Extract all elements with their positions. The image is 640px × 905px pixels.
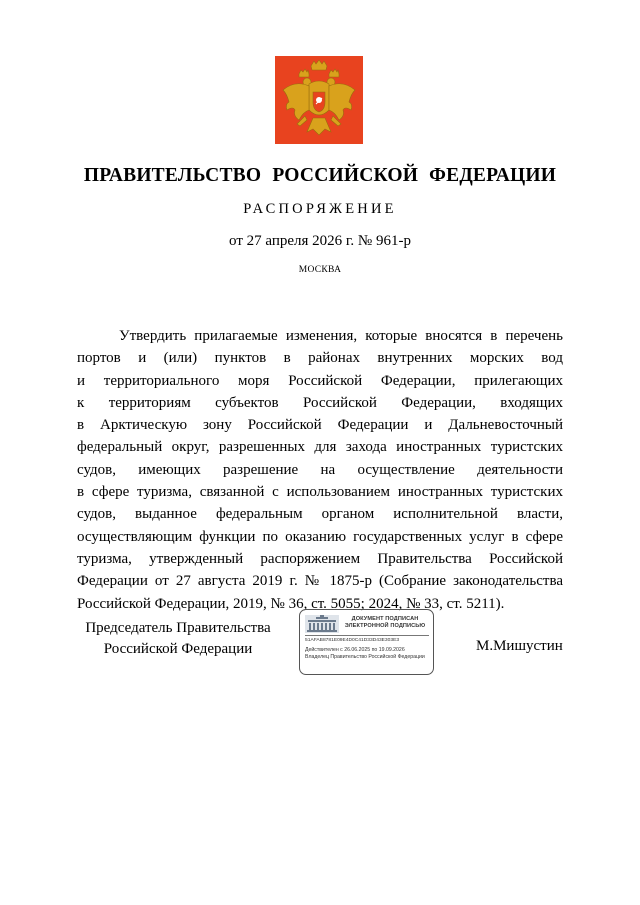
stamp-validity: Действителен с 26.06.2025 по 19.09.2026 (305, 647, 405, 653)
body-line: и территориального моря Российской Федерации, прилегающих (77, 372, 563, 389)
body-line: федеральный округ, разрешенных для захода иностранных туристских (77, 439, 563, 456)
body-line: судов, имеющих разрешение на осуществление деятельности (77, 461, 563, 478)
stamp-owner: Владелец Правительство Российской Федерации (305, 654, 425, 660)
stamp-divider (305, 635, 429, 636)
signer-title-line1: Председатель Правительства (85, 620, 271, 636)
stamp-header (340, 616, 430, 630)
stamp-certificate: 51AFAB8781E09E4D0C41D33D43E303E3 (305, 638, 400, 643)
document-type: РАСПОРЯЖЕНИЕ (243, 201, 397, 217)
order-body-text (77, 325, 563, 615)
document-city: МОСКВА (298, 265, 342, 275)
government-title: ПРАВИТЕЛЬСТВО РОССИЙСКОЙ ФЕДЕРАЦИИ (83, 165, 557, 186)
body-line: портов и (или) пунктов в районах внутренних морских вод (77, 350, 563, 367)
stamp-header-line2: ЭЛЕКТРОННОЙ ПОДПИСЬЮ (344, 623, 426, 629)
body-line: осуществляющим функции по оказанию государственных услуг в сфере (77, 528, 563, 545)
body-line: Российской Федерации, 2019, № 36, ст. 5055; 2024, № 33, ст. 5211). (77, 595, 505, 612)
signer-title (78, 618, 278, 659)
body-line: в Арктическую зону Российской Федерации и Дальневосточный (77, 417, 563, 434)
government-building-icon (305, 615, 339, 633)
body-line: в сфере туризма, связанной с использованием иностранных туристских (77, 484, 563, 501)
body-line: туризма, утвержденный распоряжением Правительства Российской (77, 550, 563, 567)
document-date-number: от 27 апреля 2026 г. № 961-р (229, 233, 411, 249)
electronic-signature-stamp (299, 609, 434, 675)
body-line: к территориям субъектов Российской Федерации, входящих (77, 394, 563, 411)
body-line: судов, выданное федеральным органом исполнительной власти, (77, 506, 563, 523)
body-line: Федерации от 27 августа 2019 г. № 1875-р (Собрание законодательства (77, 573, 563, 590)
coat-of-arms-icon (275, 56, 363, 144)
signer-title-line2: Российской Федерации (103, 640, 253, 657)
stamp-header-line1: ДОКУМЕНТ ПОДПИСАН (351, 616, 419, 622)
signer-name: М.Мишустин (476, 638, 563, 654)
body-line: Утвердить прилагаемые изменения, которые вносятся в перечень (119, 328, 563, 344)
